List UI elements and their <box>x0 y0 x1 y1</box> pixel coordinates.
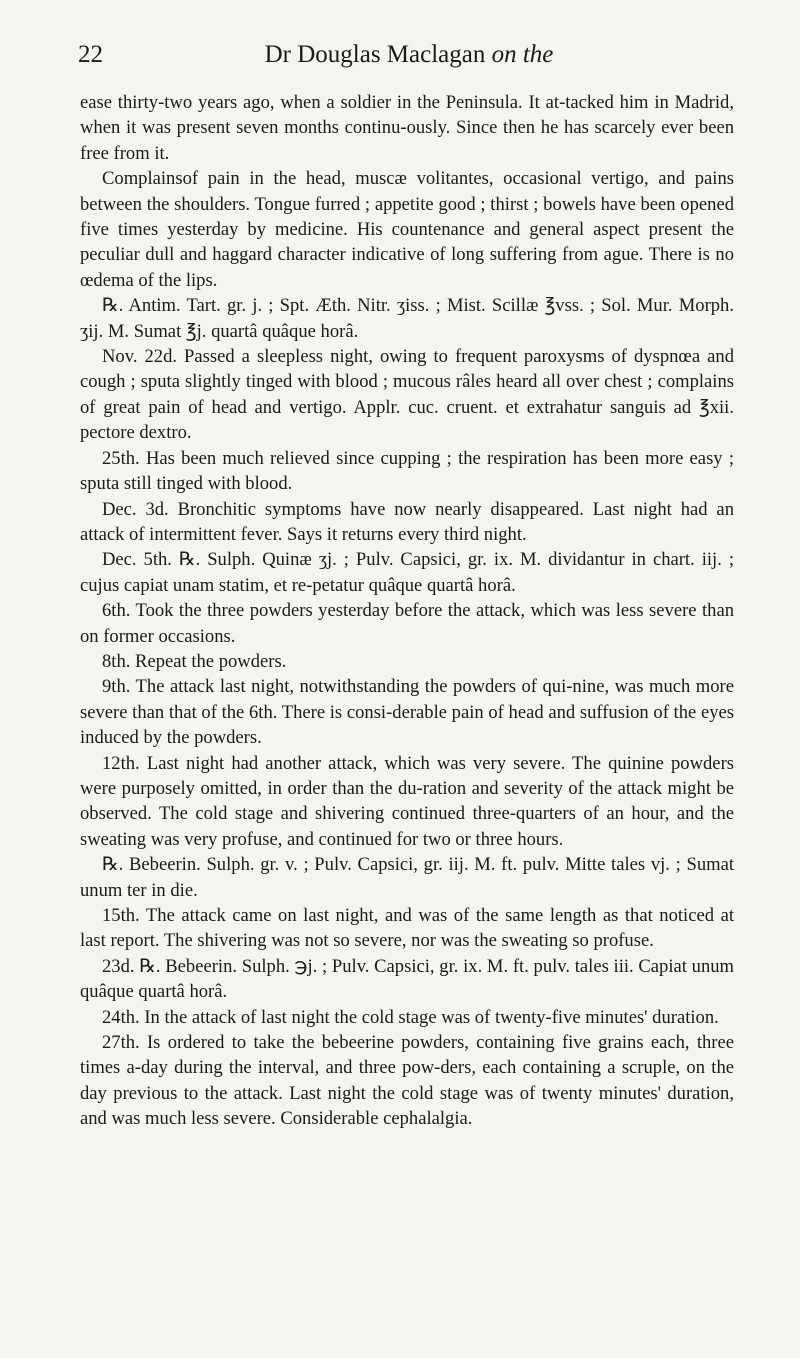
paragraph: 9th. The attack last night, notwithstanding the powders of qui-nine, was much more severe than that of the 6th. There is consi-derable pain of head and suffusion of the eyes induced by the powders. <box>80 676 734 749</box>
running-header <box>78 38 740 72</box>
paragraph: Dec. 3d. Bronchitic symptoms have now nearly disappeared. Last night had an attack of intermittent fever. Says it returns every third night. <box>80 498 734 545</box>
page-number: 22 <box>78 41 103 68</box>
paragraph: Nov. 22d. Passed a sleepless night, owing to frequent paroxysms of dyspnœa and cough ; sputa slightly tinged with blood ; mucous râles heard all over chest ; complains of great pain of head and vertigo. Applr. cuc. cruent. et extrahatur sanguis ad ℥xii. pectore dextro. <box>80 346 734 444</box>
paragraph: 24th. In the attack of last night the cold stage was of twenty-five minutes' duration. <box>102 1006 719 1028</box>
paragraph: 27th. Is ordered to take the bebeerine powders, containing five grains each, three times a-day during the interval, and three pow-ders, each containing a scruple, on the day previous to the attack. Last night the cold stage was of twenty minutes' duration, and was much less severe. Considerable cephalalgia. <box>80 1032 734 1130</box>
prescription: ℞. Bebeerin. Sulph. gr. v. ; Pulv. Capsici, gr. iij. M. ft. pulv. Mitte tales vj. ; Sumat unum ter in die. <box>80 854 734 901</box>
paragraph: 12th. Last night had another attack, which was very severe. The quinine powders were purposely omitted, in order than the du-ration and severity of the attack might be observed. The cold stage and shivering continued three-quarters of an hour, and the sweating was very profuse, and continued for two or three hours. <box>80 752 734 850</box>
running-title-text: Dr Douglas Maclagan <box>264 41 492 68</box>
paragraph: 6th. Took the three powders yesterday before the attack, which was less severe than on former occasions. <box>80 600 734 647</box>
paragraph: ease thirty-two years ago, when a soldier in the Peninsula. It at-tacked him in Madrid, when it was present seven months continu-ously. Since then he has scarcely ever been free from it. <box>80 92 734 164</box>
prescription: 23d. ℞. Bebeerin. Sulph. ℈j. ; Pulv. Capsici, gr. ix. M. ft. pulv. tales iii. Capiat unum quâque quartâ horâ. <box>80 955 734 1003</box>
paragraph: 25th. Has been much relieved since cupping ; the respiration has been more easy ; sputa still tinged with blood. <box>80 447 734 495</box>
paragraph: Complainsof pain in the head, muscæ volitantes, occasional vertigo, and pains between the shoulders. Tongue furred ; appetite good ; thirst ; bowels have been opened five times yesterday by medicine. His countenance and general aspect present the peculiar dull and haggard character indicative of long suffering from ague. There is no œdema of the lips. <box>80 168 734 291</box>
paragraph: 15th. The attack came on last night, and was of the same length as that noticed at last report. The shivering was not so severe, nor was the sweating so profuse. <box>80 905 734 952</box>
paragraph: 8th. Repeat the powders. <box>102 650 287 672</box>
running-title-italic: on the <box>491 41 554 68</box>
body-text <box>80 90 734 1132</box>
prescription: Dec. 5th. ℞. Sulph. Quinæ ʒj. ; Pulv. Capsici, gr. ix. M. dividantur in chart. iij. ; cujus capiat unam statim, et re-petatur quâque quartâ horâ. <box>80 549 734 596</box>
prescription: ℞. Antim. Tart. gr. j. ; Spt. Æth. Nitr. ʒiss. ; Mist. Scillæ ℥vss. ; Sol. Mur. Morph. ʒij. M. Sumat ℥j. quartâ quâque horâ. <box>80 295 734 342</box>
running-title <box>78 38 740 72</box>
